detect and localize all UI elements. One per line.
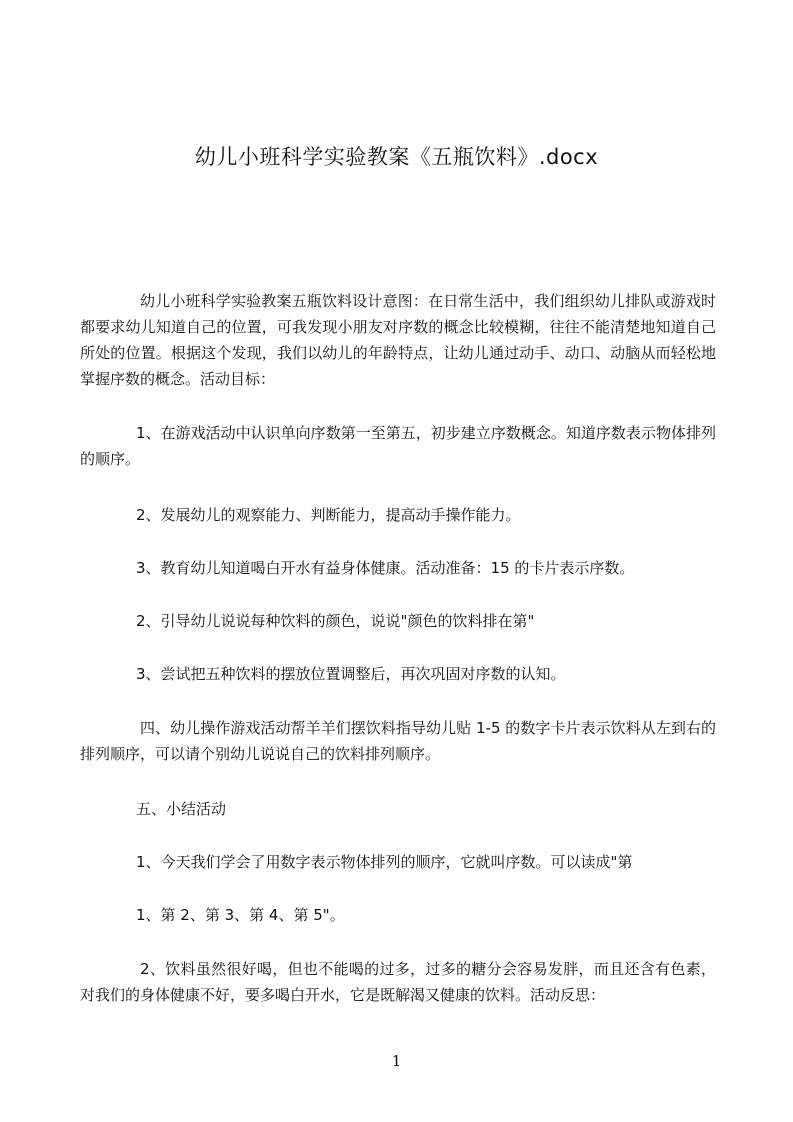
- page-number: 1: [391, 1052, 402, 1070]
- paragraph-design-intent: 幼儿小班科学实验教案五瓶饮料设计意图：在日常生活中，我们组织幼儿排队或游戏时都要求幼儿知道自己的位置，可我发现小朋友对序数的概念比较模糊，往往不能清楚地知道自己所处的位置。根据这个发现，我们以幼儿的年龄特点，让幼儿通过动手、动口、动脑从而轻松地掌握序数的概念。活动目标：: [80, 292, 716, 388]
- paragraph-goal-3: 3、教育幼儿知道喝白开水有益身体健康。活动准备：15 的卡片表示序数。: [136, 559, 635, 577]
- paragraph-step-2: 2、引导幼儿说说每种饮料的颜色，说说"颜色的饮料排在第": [136, 612, 535, 630]
- paragraph-section-5-heading: 五、小结活动: [136, 800, 227, 818]
- paragraph-summary-1: 1、今天我们学会了用数字表示物体排列的顺序，它就叫序数。可以读成"第: [136, 853, 633, 871]
- paragraph-goal-2: 2、发展幼儿的观察能力、判断能力，提高动手操作能力。: [136, 506, 521, 524]
- paragraph-section-4: 四、幼儿操作游戏活动帮羊羊们摆饮料指导幼儿贴 1-5 的数字卡片表示饮料从左到右的排列顺序，可以请个别幼儿说说自己的饮料排列顺序。: [80, 719, 716, 763]
- paragraph-goal-1: 1、在游戏活动中认识单向序数第一至第五，初步建立序数概念。知道序数表示物体排列的顺序。: [80, 424, 716, 468]
- paragraph-summary-2: 2、饮料虽然很好喝，但也不能喝的过多，过多的糖分会容易发胖，而且还含有色素，对我们的身体健康不好，要多喝白开水，它是既解渴又健康的饮料。活动反思：: [80, 960, 716, 1004]
- document-title: 幼儿小班科学实验教案《五瓶饮料》.docx: [194, 145, 599, 169]
- paragraph-step-3: 3、尝试把五种饮料的摆放位置调整后，再次巩固对序数的认知。: [136, 665, 566, 683]
- paragraph-summary-1-cont: 1、第 2、第 3、第 4、第 5"。: [136, 906, 345, 924]
